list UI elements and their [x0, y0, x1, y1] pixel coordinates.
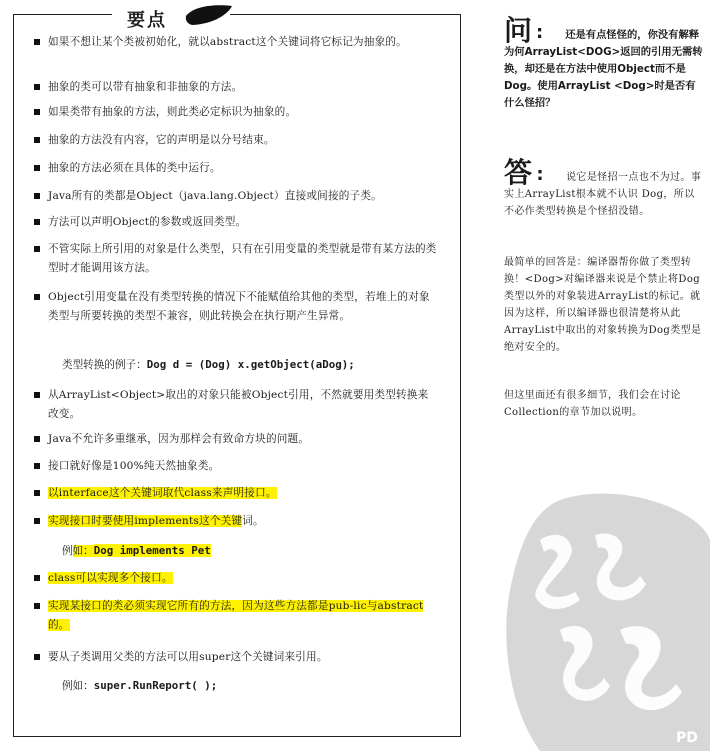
- bullet: [34, 603, 40, 609]
- implements-example: 例如：Dog implements Pet: [62, 544, 211, 557]
- super-code: super.RunReport( );: [93, 679, 218, 692]
- bullet: [34, 137, 40, 143]
- answer-colon: :: [536, 164, 545, 185]
- answer-text-3: 但这里面还有很多细节，我们会在讨论Collection的章节加以说明。: [504, 390, 681, 418]
- key-point-item: 从ArrayList<Object>取出的对象只能被Object引用，不然就要用类型转换来改变。: [48, 386, 438, 424]
- key-point-item-highlighted: class可以实现多个接口。: [48, 569, 438, 588]
- bullet: [34, 463, 40, 469]
- bullet: [34, 490, 40, 496]
- cast-example: 类型转换的例子：Dog d = (Dog) x.getObject(aDog);: [62, 358, 355, 371]
- key-point-item-highlighted: 以interface这个关键词取代class来声明接口。: [48, 484, 438, 503]
- key-point-item: 抽象的方法必须在具体的类中运行。: [48, 159, 438, 178]
- bullet: [34, 39, 40, 45]
- answer-block: [504, 156, 704, 220]
- key-point-item: Java不允许多重继承，因为那样会有致命方块的问题。: [48, 430, 438, 449]
- question-text: 还是有点怪怪的，你没有解释为何ArrayList<DOG>返回的引用无需转换，却还是在方法中使用Object而不是Dog。使用ArrayList <Dog>时是否有什么怪招？: [504, 29, 703, 109]
- watermark-text: PD: [676, 730, 698, 746]
- bullet: [34, 392, 40, 398]
- bullet: [34, 294, 40, 300]
- answer-text-2: 最简单的回答是：编译器帮你做了类型转换！<Dog>对编译器来说是个禁止将Dog类型以外的对象装进ArrayList的标记。就因为这样，所以编译器也很清楚将从此ArrayList中取出的对象转换为Dog类型是绝对安全的。: [504, 257, 702, 353]
- key-point-item: 不管实际上所引用的对象是什么类型，只有在引用变量的类型就是带有某方法的类型时才能调用该方法。: [48, 240, 438, 278]
- key-points-title: [112, 4, 230, 32]
- question-block: [504, 14, 704, 112]
- bullet: [34, 436, 40, 442]
- answer-text-1: 说它是怪招一点也不为过。事实上ArrayList根本就不认识 Dog，所以不必作类型转换是个怪招没错。: [504, 172, 702, 217]
- bullet: [34, 165, 40, 171]
- cast-code: Dog d = (Dog) x.getObject(aDog);: [146, 358, 355, 371]
- bullet: [34, 219, 40, 225]
- key-point-item-highlighted: 实现某接口的类必须实现它所有的方法，因为这些方法都是pub-lic与abstract的。: [48, 597, 438, 635]
- question-glyph: 问: [504, 14, 533, 47]
- question-colon: :: [536, 22, 544, 43]
- bullet: [34, 84, 40, 90]
- bullet: [34, 193, 40, 199]
- key-point-item: 如果不想让某个类被初始化，就以abstract这个关键词将它标记为抽象的。: [48, 33, 438, 52]
- key-point-item: 抽象的类可以带有抽象和非抽象的方法。: [48, 78, 438, 97]
- answer-glyph: 答: [504, 156, 533, 189]
- bullet: [34, 109, 40, 115]
- bullet: [34, 575, 40, 581]
- key-point-item: 如果类带有抽象的方法，则此类必定标识为抽象的。: [48, 103, 438, 122]
- key-point-item: 要从子类调用父类的方法可以用super这个关键词来引用。: [48, 648, 438, 667]
- super-example: 例如：super.RunReport( );: [62, 679, 218, 692]
- watermark-seal-icon: [500, 480, 710, 751]
- key-point-item: 方法可以声明Object的参数或返回类型。: [48, 213, 438, 232]
- bullet: [34, 518, 40, 524]
- bullet: [34, 654, 40, 660]
- key-point-item-highlighted: 实现接口时要使用implements这个关键词。: [48, 512, 438, 531]
- ink-blob-icon: [184, 4, 234, 26]
- implements-code: Dog implements Pet: [93, 544, 211, 557]
- key-point-item: Object引用变量在没有类型转换的情况下不能赋值给其他的类型，若堆上的对象类型与所要转换的类型不兼容，则此转换会在执行期产生异常。: [48, 288, 438, 326]
- bullet: [34, 246, 40, 252]
- key-point-item: 抽象的方法没有内容，它的声明是以分号结束。: [48, 131, 438, 150]
- key-point-item: Java所有的类都是Object（java.lang.Object）直接或间接的子类。: [48, 187, 438, 206]
- title-text: 要点: [127, 10, 167, 31]
- key-point-item: 接口就好像是100%纯天然抽象类。: [48, 457, 438, 476]
